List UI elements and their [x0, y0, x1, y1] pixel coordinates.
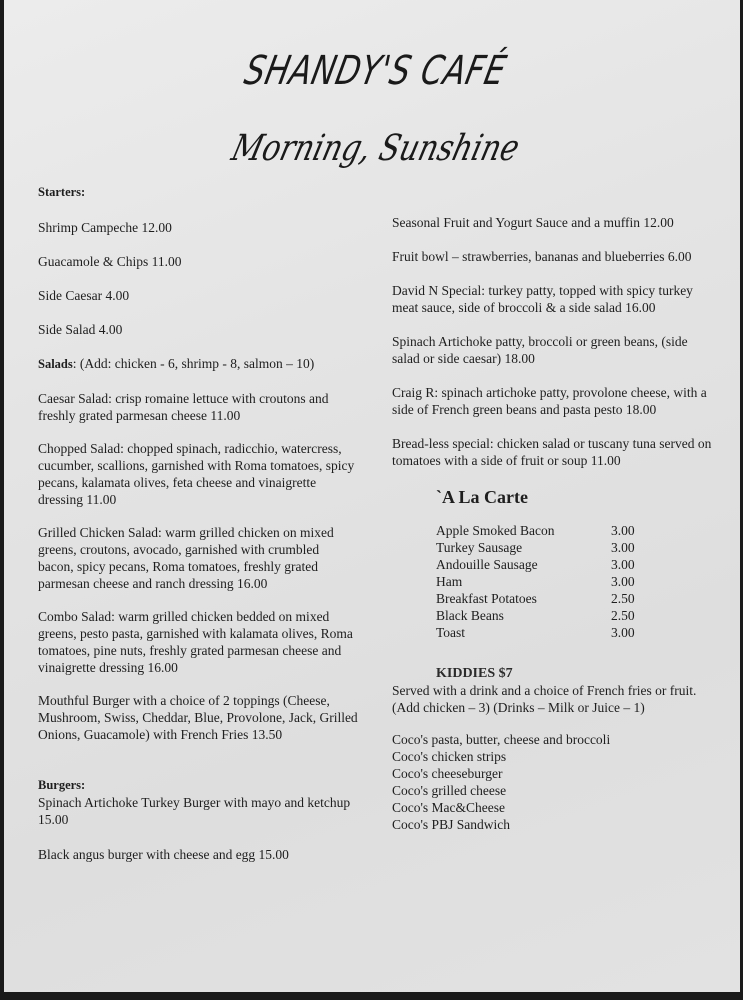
menu-item: Guacamole & Chips 11.00	[38, 254, 182, 269]
a-la-carte-heading: `A La Carte	[436, 487, 528, 507]
menu-item: Grilled Chicken Salad: warm grilled chicken on mixed greens, croutons, avocado, garnished with crumbled bacon, spicy pecans, Roma tomatoes, freshly grated parmesan cheese and ranch dressing 16.00	[38, 525, 334, 591]
kiddies-heading: KIDDIES $7	[436, 666, 513, 681]
menu-item: Shrimp Campeche 12.00	[38, 220, 172, 235]
menu-item: Chopped Salad: chopped spinach, radicchio, watercress, cucumber, scallions, garnished with Roma tomatoes, spicy pecans, kalamata olives, feta cheese and vinaigrette dressing 11.00	[38, 441, 355, 507]
salads-section-header	[38, 355, 358, 373]
item-price: 2.50	[611, 591, 635, 606]
menu-item: Fruit bowl – strawberries, bananas and blueberries 6.00	[392, 249, 692, 264]
a-la-carte-row	[436, 556, 712, 573]
menu-item: Coco's Mac&Cheese	[392, 800, 506, 815]
left-column	[38, 184, 358, 863]
item-name: Black Beans	[436, 608, 504, 623]
menu-item: Seasonal Fruit and Yogurt Sauce and a muffin 12.00	[392, 215, 674, 230]
starters-heading: Starters:	[38, 185, 86, 199]
item-name: Turkey Sausage	[436, 540, 523, 555]
menu-item: Mouthful Burger with a choice of 2 toppings (Cheese, Mushroom, Swiss, Cheddar, Blue, Provolone, Jack, Grilled Onions, Guacamole) with French Fries 13.50	[38, 693, 358, 742]
item-price: 3.00	[611, 557, 635, 572]
item-price: 3.00	[611, 523, 635, 538]
a-la-carte-row	[436, 522, 712, 539]
item-name: Apple Smoked Bacon	[436, 523, 555, 538]
menu-subtitle: Morning, Sunshine	[227, 128, 524, 169]
a-la-carte-row	[436, 624, 712, 641]
menu-item: Side Caesar 4.00	[38, 288, 130, 303]
item-price: 2.50	[611, 608, 635, 623]
item-price: 3.00	[611, 625, 635, 640]
menu-item: Spinach Artichoke Turkey Burger with mayo and ketchup 15.00	[38, 795, 351, 827]
menu-item: Craig R: spinach artichoke patty, provolone cheese, with a side of French green beans and pasta pesto 18.00	[392, 385, 707, 417]
salads-heading: Salads	[38, 357, 73, 371]
menu-item: Coco's PBJ Sandwich	[392, 817, 510, 832]
a-la-carte-row	[436, 573, 712, 590]
a-la-carte-row	[436, 539, 712, 556]
menu-page	[4, 0, 740, 992]
menu-item: Caesar Salad: crisp romaine lettuce with croutons and freshly grated parmesan cheese 11.00	[38, 391, 329, 423]
menu-item: Bread-less special: chicken salad or tuscany tuna served on tomatoes with a side of fruit or soup 11.00	[392, 436, 712, 468]
item-name: Breakfast Potatoes	[436, 591, 537, 606]
menu-item: Coco's pasta, butter, cheese and broccoli	[392, 732, 611, 747]
menu-item: Coco's grilled cheese	[392, 783, 507, 798]
a-la-carte-row	[436, 590, 712, 607]
item-price: 3.00	[611, 574, 635, 589]
a-la-carte-row	[436, 607, 712, 624]
cafe-title: SHANDY'S CAFÉ	[240, 48, 511, 94]
salads-addons-note: : (Add: chicken - 6, shrimp - 8, salmon – 10)	[72, 356, 315, 371]
item-price: 3.00	[611, 540, 635, 555]
item-name: Ham	[436, 574, 463, 589]
kiddies-note: Served with a drink and a choice of French fries or fruit. (Add chicken – 3) (Drinks – Milk or Juice – 1)	[392, 683, 697, 715]
burgers-heading: Burgers:	[38, 778, 86, 792]
kiddies-list	[392, 731, 712, 833]
menu-item: David N Special: turkey patty, topped with spicy turkey meat sauce, side of broccoli & a side salad 16.00	[392, 283, 693, 315]
menu-item: Side Salad 4.00	[38, 322, 123, 337]
item-name: Andouille Sausage	[436, 557, 538, 572]
menu-item: Combo Salad: warm grilled chicken bedded on mixed greens, pesto pasta, garnished with kalamata olives, Roma tomatoes, pine nuts, freshly grated parmesan cheese and vinaigrette dressing 16.00	[38, 609, 353, 675]
item-name: Toast	[436, 625, 466, 640]
menu-item: Coco's cheeseburger	[392, 766, 503, 781]
menu-item: Black angus burger with cheese and egg 15.00	[38, 847, 289, 862]
menu-item: Coco's chicken strips	[392, 749, 507, 764]
menu-item: Spinach Artichoke patty, broccoli or green beans, (side salad or side caesar) 18.00	[392, 334, 688, 366]
right-column	[392, 214, 712, 833]
